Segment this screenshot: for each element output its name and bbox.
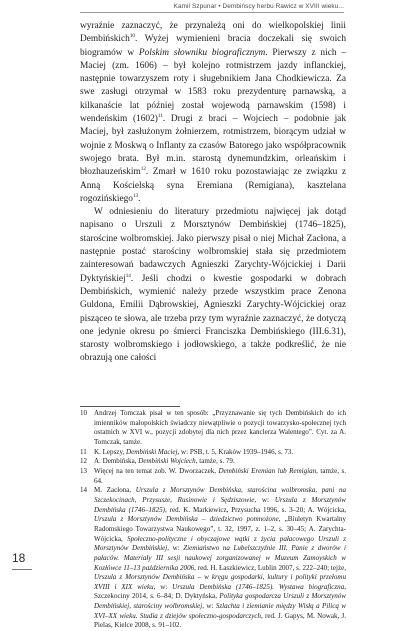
cited-title: Szlachta i ziemianie między Wisłą a Pilicą w XVI–XX wieku. Studia z dziejów społeczno-gospodarczych <box>94 602 346 620</box>
cited-title: Polityka gospodarcza Urszuli z Morsztynów Dembińskiej, starościny wolbromskiej <box>94 592 346 611</box>
text-run: , Szczekociny 2014, s. 6–84; D. Dyktyńska, <box>94 582 346 601</box>
cited-title: Urszula Dembińska (1746–1825). Wystawa biograficzna <box>172 582 345 591</box>
cited-title: Urszula z Morsztynów Dembińska – dziedzictwo pomnożone <box>94 515 279 524</box>
page-number: 18 <box>12 551 26 565</box>
footnote-13 <box>80 467 346 486</box>
cited-title: Społeczno-polityczne i obyczajowe wątki z życia pałacowego Urszuli z Morsztynów Dembińskiej <box>94 534 346 553</box>
text-run: , tamże, s. 64. <box>94 466 346 485</box>
footnote-text <box>94 448 346 458</box>
text-run: , w: PSB, t. 5, Kraków 1939–1946, s. 73. <box>177 447 294 456</box>
footnote-divider <box>80 406 180 407</box>
text-run: K. Lepszy, <box>94 447 127 456</box>
running-head-text: Kamil Szpunar • Dembińscy herbu Rawicz w XVIII wieku... <box>173 3 344 10</box>
text-run: M. Zacłona, <box>94 486 136 495</box>
running-header <box>0 0 400 16</box>
cited-title: Dembiński Wojciech <box>138 457 196 466</box>
text-run: , „Biuletyn Kwartalny Radomskiego Towarzystwa Naukowego”, t. 32, 1997, z. 1–2, s. 30–45; A. Zarychta-Wójcicka, <box>94 515 346 543</box>
text-run: , red. J. Gapys, M. Nowak, J. Pielas, Kielce 2008, s. 91–102. <box>94 611 346 630</box>
footnote-text <box>94 409 346 448</box>
text-run: , w: <box>153 582 173 591</box>
text-run: . Zmarł w 1610 roku pozostawiając ze związku z Anną Kościelską syna Eremiana (Remigiana), kasztelana rogozińskiego <box>80 167 346 204</box>
footnotes-section <box>80 406 346 631</box>
footnote-number: 11 <box>80 447 87 456</box>
text-run: . <box>138 193 141 204</box>
footnote-number: 12 <box>80 457 88 466</box>
footnote-14 <box>80 486 346 631</box>
text-run: Więcej na ten temat zob. W. Dworzaczek, <box>94 466 219 475</box>
footnote-11 <box>80 448 346 458</box>
paragraph-2 <box>80 206 346 366</box>
footnote-12 <box>80 457 346 467</box>
cited-title: Urszula z Morsztynów Dembińska (1746–1825) <box>94 495 346 514</box>
text-run: , red. H. Łaszkiewicz, Lublin 2007, s. 222–240; tejże, <box>194 563 346 572</box>
footnote-number: 14 <box>80 486 88 495</box>
footnote-ref-12[interactable]: 12 <box>140 166 146 173</box>
text-run: . Drugi z braci – Wojciech – podobnie jak Maciej, był zasłużonym żołnierzem, rotmistrzem, biorącym udział w wojnie z Moskwą o Inflanty za czasów Batorego jako współpracownik swojego brata. Był m.in. starostą dynemundzkim, orleańskim i błozhauzeńskim <box>80 114 346 178</box>
text-run: , tamże, s. 79. <box>195 457 235 466</box>
text-run: , w: <box>167 544 184 553</box>
book-title: Polskim słowniku biograficznym <box>138 47 266 58</box>
text-run: , red. K. Markiewicz, Przysucha 1996, s. 3–20; A. Wójcicka, <box>164 505 347 514</box>
paragraph-1 <box>80 20 346 206</box>
text-run: . Wyżej wymienieni bracia doczekali się swoich biogramów w <box>80 34 346 58</box>
header-divider <box>80 12 344 13</box>
text-run: W odniesieniu do literatury przedmiotu najwięcej jak dotąd napisano o Urszuli z Morsztynów Dembińskiej (1746–1825), starościne wolbromskiej. Jako pierwszy pisał o niej Michał Zacłona, a następnie postać starościny wolbromskiej stała się przedmiotem zainteresowań badawczych Agnieszki Zarychty-Wójcickiej i Darii Dyktyńskiej <box>80 207 346 284</box>
page-number-underline <box>12 569 32 570</box>
text-run: . Jeśli chodzi o kwestie gospodarki w dobrach Dembińskich, wymienić należy przede wszystkim prace Zenona Guldona, Emilii Dąbrowskiej, Agnieszki Zarychty-Wójcickiej oraz pisząceo te słowa, ale trzeba przy tym wyraźnie zaznaczyć, że dotyczą one jedynie okresu po śmierci Franciszka Dembińskiego (III.6.31), starosty wolbromskiego i jodłowskiego, a także podkreślić, że nie obrazują one całości <box>80 273 346 364</box>
footnote-number: 13 <box>80 466 88 475</box>
text-run: A. Dembińska, <box>94 457 139 466</box>
text-run: , w: <box>202 602 216 611</box>
footnote-10 <box>80 409 346 448</box>
footnote-ref-13[interactable]: 13 <box>132 192 139 199</box>
text-run: , w: <box>254 495 275 504</box>
footnote-ref-14[interactable]: 14 <box>125 272 131 279</box>
text-run: . Pierwszy z nich – Maciej (zm. 1606) – był kolejno rotmistrzem jazdy inflanckiej, następnie towarzyszem roty i sługebnikiem Jana Chodkiewicza. Za swe zasługi otrzymał w 1583 roku prezydenturę parnawską, a kilkanaście lat później został wojewodą parnawskim (1598) i wendeńskim (1602) <box>80 47 346 125</box>
footnote-ref-11[interactable]: 11 <box>157 112 163 119</box>
text-run: Andrzej Tomczak pisał w ten sposób: „Przyznawanie się tych Dembińskich do ich imienników małopolskich świadczy niewątpliwie o pozycji towarzysko-społecznej tych ostatnich w XVI w., pozycji zdobytej dla nich przez kanclerza Walentego”. Cyt. za A. Tomczak, tamże. <box>94 409 346 446</box>
cited-title: Dembiński Maciej <box>126 447 178 456</box>
footnote-number: 10 <box>80 409 88 417</box>
footnote-text <box>94 486 346 631</box>
cited-title: Urszula z Morsztynów Dembińska, starościna wolbromska, pani na Szczekocinach, Przysusze, Rusinowie i Sędziszowie <box>94 486 346 504</box>
footnote-text <box>94 467 346 486</box>
cited-title: Dembiński Eremian lub Remigian <box>218 466 317 475</box>
footnote-text <box>94 457 346 467</box>
cited-title: Urszula z Morsztynów Dembińska – w kręgu gospodarki, kultury i polityki przełomu XVIII i XIX wieku <box>94 573 346 591</box>
footnote-ref-10[interactable]: 10 <box>129 33 136 40</box>
cited-title: Ziemiaństwo na Lubelszczyźnie III. Panie z dworów i pałaców. Materiały III sesji naukowej zorganizowanej w Muzeum Zamoyskich w Kozłówce 11–13 października 2006 <box>94 544 346 572</box>
text-run: wyraźnie zaznaczyć, że przynależą oni do wielkopolskiej linii Dembińskich <box>80 21 346 45</box>
main-text <box>80 20 346 366</box>
